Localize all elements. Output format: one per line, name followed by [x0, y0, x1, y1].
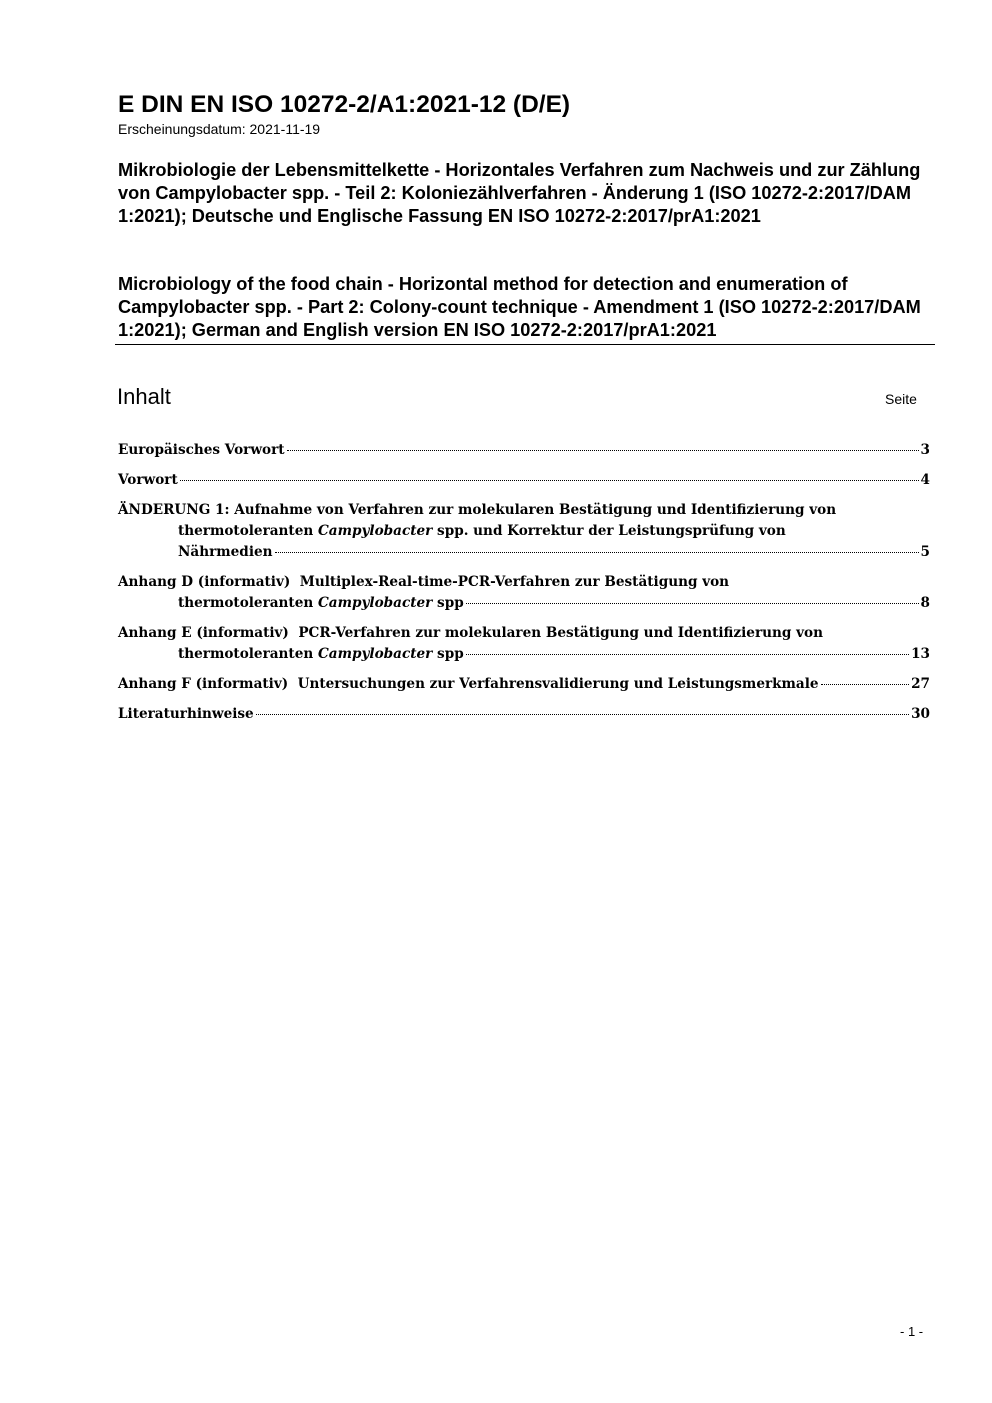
toc-leader-dots — [275, 552, 919, 553]
toc-entry-title-line-2[interactable] — [178, 593, 464, 614]
title-divider — [115, 344, 935, 345]
toc-entry-title-line-1[interactable] — [118, 572, 930, 593]
toc-entry-page[interactable]: 13 — [911, 646, 930, 662]
toc-text-segment: spp — [432, 646, 464, 662]
toc-page-column-label: Seite — [885, 391, 917, 407]
toc-entry-title[interactable]: Literaturhinweise — [118, 706, 254, 722]
toc-heading: Inhalt — [117, 384, 171, 409]
toc-entry-title-line-1[interactable]: ÄNDERUNG 1: Aufnahme von Verfahren zur molekularen Bestätigung und Identifizierung von — [118, 502, 837, 518]
toc-entry-annex-d[interactable] — [118, 572, 930, 614]
toc-entry-annex-e[interactable] — [118, 623, 930, 665]
toc-entry-title-line-2[interactable] — [178, 644, 464, 665]
toc-entry-page[interactable]: 3 — [920, 442, 930, 458]
document-id: E DIN EN ISO 10272-2/A1:2021-12 (D/E) — [118, 91, 571, 118]
toc-leader-dots — [180, 480, 919, 481]
toc-entry-foreword[interactable] — [118, 470, 930, 491]
toc-text-segment: thermotoleranten — [178, 646, 318, 662]
toc-entry-page[interactable]: 4 — [920, 472, 930, 488]
title-german: Mikrobiologie der Lebensmittelkette - Horizontales Verfahren zum Nachweis und zur Zählung von Campylobacter spp. - Teil 2: Koloniezählverfahren - Änderung 1 (ISO 10272-2:2017/DAM 1:2021); Deutsche und Englische Fassung EN ISO 10272-2:2017/prA1:2021 — [118, 160, 921, 227]
toc-text-italic: Campylobacter — [317, 595, 433, 611]
toc-entry-annex-f[interactable] — [118, 674, 930, 695]
toc-entry-title-line-1[interactable] — [118, 623, 930, 644]
toc-entry-amendment-1[interactable] — [118, 500, 930, 563]
toc-text-segment: thermotoleranten — [178, 595, 318, 611]
toc-text-segment: Multiplex-Real-time-PCR-Verfahren zur Bestätigung von — [299, 574, 730, 590]
toc-entry-bibliography[interactable] — [118, 704, 930, 725]
toc-text-segment: spp. und Korrektur der Leistungsprüfung von — [432, 523, 786, 539]
toc-annex-label: Anhang D (informativ) — [118, 574, 291, 590]
toc-entry-page[interactable]: 5 — [920, 544, 930, 560]
toc-text-segment: thermotoleranten — [178, 523, 318, 539]
toc-entry-page[interactable]: 30 — [911, 706, 930, 722]
toc-leader-dots — [256, 714, 909, 715]
toc-entry-page[interactable]: 27 — [911, 676, 930, 692]
title-english: Microbiology of the food chain - Horizontal method for detection and enumeration of Campylobacter spp. - Part 2: Colony-count technique - Amendment 1 (ISO 10272-2:2017/DAM 1:2021); German and English version EN ISO 10272-2:2017/prA1:2021 — [118, 274, 921, 341]
table-of-contents — [118, 440, 930, 734]
toc-entry-page[interactable]: 8 — [920, 595, 930, 611]
toc-leader-dots — [466, 603, 919, 604]
toc-leader-dots — [821, 684, 910, 685]
toc-text-segment: Untersuchungen zur Verfahrensvalidierung und Leistungsmerkmale — [297, 676, 819, 692]
toc-text-italic: Campylobacter — [317, 646, 433, 662]
toc-leader-dots — [466, 654, 909, 655]
toc-text-segment: spp — [432, 595, 464, 611]
toc-entry-title-line-3[interactable]: Nährmedien — [178, 544, 273, 560]
toc-text-italic: Campylobacter — [317, 523, 433, 539]
toc-entry-title-line-2[interactable] — [118, 521, 930, 542]
toc-annex-label: Anhang F (informativ) — [118, 676, 289, 692]
toc-leader-dots — [287, 450, 919, 451]
toc-text-segment: PCR-Verfahren zur molekularen Bestätigung und Identifizierung von — [298, 625, 823, 641]
publication-date: Erscheinungsdatum: 2021-11-19 — [118, 121, 321, 137]
toc-annex-label: Anhang E (informativ) — [118, 625, 289, 641]
toc-entry-title[interactable] — [118, 674, 819, 695]
page-number: - 1 - — [900, 1324, 924, 1339]
toc-entry-european-foreword[interactable] — [118, 440, 930, 461]
toc-entry-title[interactable]: Vorwort — [118, 472, 178, 488]
toc-entry-title[interactable]: Europäisches Vorwort — [118, 442, 285, 458]
